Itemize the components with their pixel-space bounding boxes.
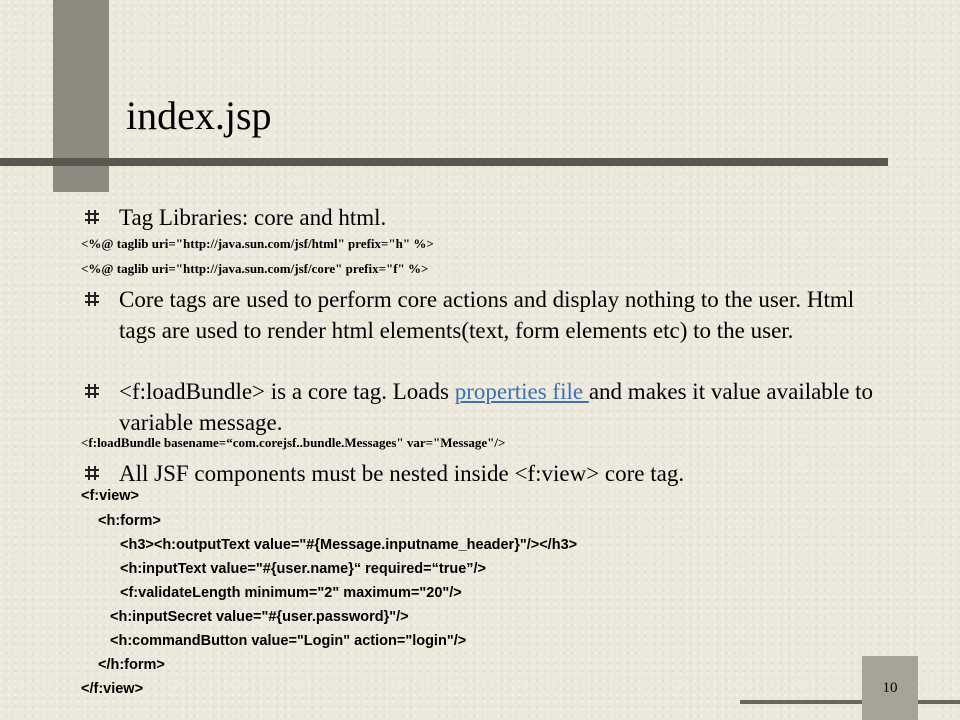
taglib-core-line: <%@ taglib uri="http://java.sun.com/jsf/core" prefix="f" %>	[81, 261, 429, 276]
title-underline-bar	[0, 158, 888, 166]
code-line: <f:validateLength minimum="2" maximum="20"/>	[120, 585, 462, 601]
hash-bullet-icon	[85, 384, 99, 398]
code-line: <h3><h:outputText value="#{Message.inputname_header}"/></h3>	[120, 537, 578, 553]
bullet-loadbundle-text-before: <f:loadBundle> is a core tag. Loads	[119, 379, 455, 404]
properties-file-link[interactable]: properties file	[454, 379, 589, 404]
hash-bullet-icon	[85, 292, 99, 306]
page-number: 10	[882, 680, 898, 696]
taglib-html-line: <%@ taglib uri="http://java.sun.com/jsf/html" prefix="h" %>	[81, 236, 434, 251]
code-line: <h:inputSecret value="#{user.password}"/>	[110, 609, 409, 625]
bullet-jsf-components: All JSF components must be nested inside <f:view> core tag.	[119, 461, 685, 486]
code-line: </f:view>	[81, 681, 144, 697]
loadbundle-code-line: <f:loadBundle basename=“com.corejsf..bundle.Messages" var="Message"/>	[81, 435, 506, 450]
code-line: <f:view>	[81, 488, 140, 504]
bullet-loadbundle	[119, 376, 879, 438]
bullet-loadbundle-text-after: and makes it value available to variable message.	[119, 379, 874, 435]
code-line: </h:form>	[98, 657, 165, 673]
bullet-core-tags: Core tags are used to perform core actions and display nothing to the user. Html tags are used to render html elements(text, form elements etc) to the user.	[119, 287, 855, 343]
code-line: <h:inputText value="#{user.name}“ required=“true”/>	[120, 561, 487, 577]
code-line: <h:form>	[98, 513, 161, 529]
code-line: <h:commandButton value="Login" action="login"/>	[110, 633, 467, 649]
hash-bullet-icon	[85, 210, 99, 224]
bullet-tag-libraries: Tag Libraries: core and html.	[119, 205, 387, 230]
slide-title: index.jsp	[126, 93, 272, 138]
hash-bullet-icon	[85, 466, 99, 480]
footer-line	[740, 700, 960, 704]
